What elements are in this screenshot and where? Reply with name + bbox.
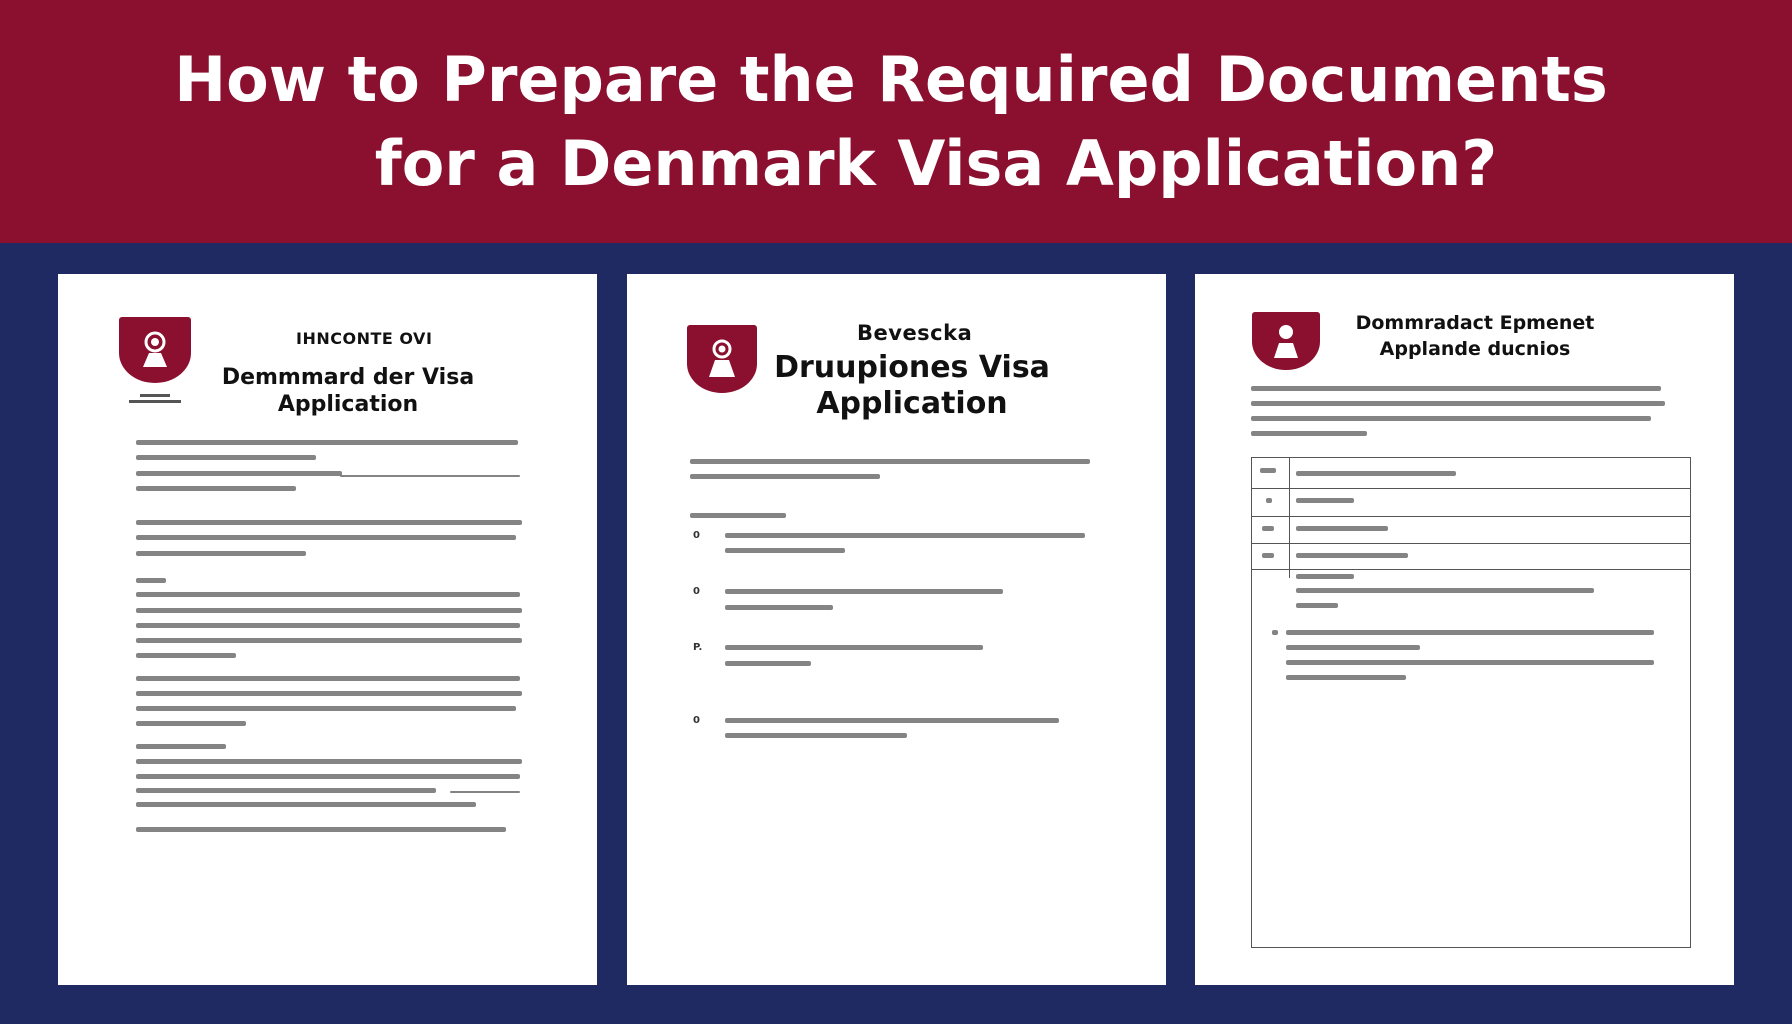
text-line-placeholder xyxy=(136,691,522,696)
document-title-line-1: Dommradact Epmenet xyxy=(1355,312,1595,334)
text-line-placeholder xyxy=(725,718,1059,723)
text-line-placeholder xyxy=(136,440,518,445)
document-title xyxy=(218,364,478,418)
table-divider xyxy=(1252,516,1690,517)
banner-title-line-1: How to Prepare the Required Documents xyxy=(174,42,1608,116)
document-card-1 xyxy=(58,274,597,985)
shield-emblem-icon xyxy=(1252,312,1320,370)
text-line-placeholder xyxy=(725,548,845,553)
text-line-placeholder xyxy=(136,744,226,749)
text-line-placeholder xyxy=(136,759,522,764)
text-line-placeholder xyxy=(136,623,520,628)
banner-title-line-2: for a Denmark Visa Application? xyxy=(374,126,1498,200)
text-line-placeholder xyxy=(690,474,880,479)
table-divider xyxy=(1252,569,1690,570)
table-divider xyxy=(1252,488,1690,489)
text-line-placeholder xyxy=(136,471,342,476)
text-line-placeholder xyxy=(1296,588,1594,593)
text-line-placeholder xyxy=(690,459,1090,464)
text-line-placeholder xyxy=(136,653,236,658)
document-small-heading: IHNCONTE OVI xyxy=(296,329,433,348)
text-line-placeholder xyxy=(1296,603,1338,608)
document-card-2 xyxy=(627,274,1166,985)
text-line-placeholder xyxy=(136,676,520,681)
list-marker: P. xyxy=(693,642,703,653)
text-line-placeholder xyxy=(136,774,520,779)
list-marker: 0 xyxy=(693,586,700,597)
text-line-placeholder xyxy=(725,605,833,610)
emblem-caption xyxy=(120,394,190,403)
list-marker: 0 xyxy=(693,715,700,726)
text-line-placeholder xyxy=(136,788,436,793)
text-line-placeholder xyxy=(136,551,306,556)
text-line-placeholder xyxy=(1266,498,1272,503)
list-marker: 0 xyxy=(693,530,700,541)
text-line-placeholder xyxy=(1262,526,1274,531)
text-line-placeholder xyxy=(1251,386,1661,391)
text-line-placeholder xyxy=(450,791,520,793)
document-title xyxy=(757,350,1067,422)
text-line-placeholder xyxy=(136,520,522,525)
document-small-heading: Bevescka xyxy=(857,321,973,345)
text-line-placeholder xyxy=(1296,471,1456,476)
text-line-placeholder xyxy=(1251,401,1665,406)
document-title-line-1: Demmmard der Visa xyxy=(221,365,475,390)
text-line-placeholder xyxy=(1296,553,1408,558)
text-line-placeholder xyxy=(340,475,520,477)
text-line-placeholder xyxy=(136,578,166,583)
text-line-placeholder xyxy=(136,535,516,540)
text-line-placeholder xyxy=(1286,645,1420,650)
text-line-placeholder xyxy=(1286,675,1406,680)
shield-emblem-icon xyxy=(687,325,757,393)
text-line-placeholder xyxy=(136,455,316,460)
text-line-placeholder xyxy=(725,589,1003,594)
text-line-placeholder xyxy=(1260,468,1276,473)
document-title-line-2: Application xyxy=(816,386,1008,421)
text-line-placeholder xyxy=(1286,630,1654,635)
table-divider xyxy=(1289,458,1290,578)
text-line-placeholder xyxy=(1296,526,1388,531)
text-line-placeholder xyxy=(690,513,786,518)
text-line-placeholder xyxy=(1262,553,1274,558)
text-line-placeholder xyxy=(725,533,1085,538)
text-line-placeholder xyxy=(1251,431,1367,436)
text-line-placeholder xyxy=(136,608,522,613)
requirements-table xyxy=(1251,457,1691,948)
text-line-placeholder xyxy=(1251,416,1651,421)
text-line-placeholder xyxy=(136,592,520,597)
text-line-placeholder xyxy=(136,827,506,832)
document-title xyxy=(1325,310,1625,362)
text-line-placeholder xyxy=(1296,498,1354,503)
text-line-placeholder xyxy=(136,638,522,643)
document-title-line-2: Applande ducnios xyxy=(1379,338,1571,360)
text-line-placeholder xyxy=(136,486,296,491)
text-line-placeholder xyxy=(725,661,811,666)
text-line-placeholder xyxy=(1296,574,1354,579)
shield-emblem-icon xyxy=(119,317,191,383)
text-line-placeholder xyxy=(725,645,983,650)
document-card-3 xyxy=(1195,274,1734,985)
text-line-placeholder xyxy=(1286,660,1654,665)
text-line-placeholder xyxy=(136,706,516,711)
text-line-placeholder xyxy=(136,721,246,726)
text-line-placeholder xyxy=(136,802,476,807)
table-divider xyxy=(1252,543,1690,544)
document-title-line-1: Druupiones Visa xyxy=(774,350,1050,385)
document-title-line-2: Application xyxy=(277,392,419,417)
text-line-placeholder xyxy=(725,733,907,738)
text-line-placeholder xyxy=(1272,630,1278,635)
title-banner xyxy=(0,0,1792,243)
